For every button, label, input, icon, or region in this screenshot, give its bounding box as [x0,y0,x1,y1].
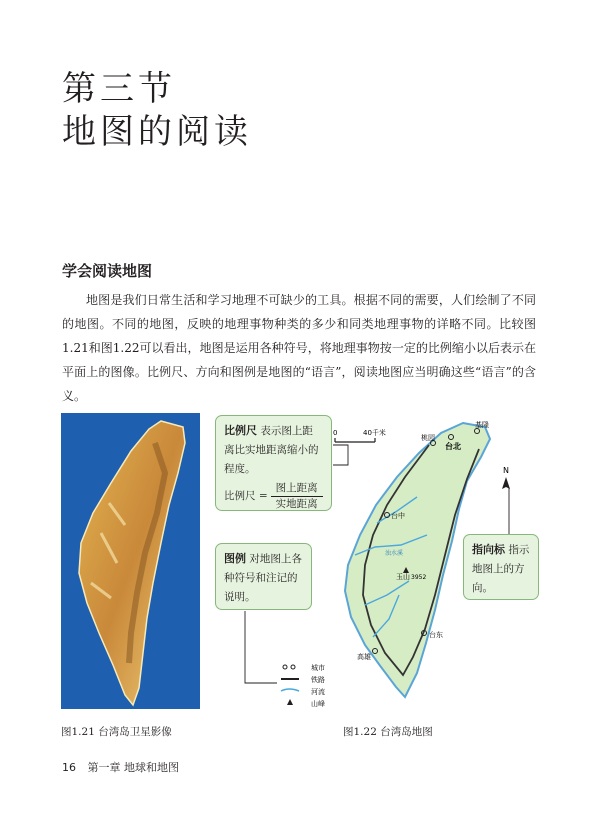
map-legend [281,663,325,708]
scale-callout-head: 比例尺 [224,424,257,437]
city-taipei: 台北 [445,442,461,451]
legend-callout [215,543,312,610]
figure-caption-2: 图1.22 台湾岛地图 [343,726,433,738]
legend-peak: 山峰 [311,700,325,708]
direction-callout-head: 指向标 [472,543,505,556]
scale-callout [215,415,332,511]
section-title-line2: 地图的阅读 [62,112,252,152]
city-jilong: 基隆 [475,421,489,429]
scale-numerator: 图上距离 [275,482,318,494]
direction-callout-text: 指示地图上的方向。 [472,544,530,594]
section-title-line1: 第三节 [62,69,176,109]
direction-callout [463,534,539,600]
legend-callout-head: 图例 [224,552,246,565]
body-paragraph: 地图是我们日常生活和学习地理不可缺少的工具。根据不同的需要，人们绘制了不同的地图。不同的地图，反映的地理事物种类的多少和同类地理事物的详略不同。比较图1.21和图1.22可以看出，地图是运用各种符号，将地理事物按一定的比例缩小以后表示在平面上的图像。比例尺、方向和图例是地图的“语言”，阅读地图应当明确这些“语言”的含义。 [62,293,536,403]
scale-formula-left: 比例尺 = [224,490,268,502]
scale-end-label: 40千米 [363,429,386,437]
legend-river: 河流 [311,688,325,696]
city-taoyuan: 桃园 [421,434,435,442]
page-number: 16 [62,761,76,774]
scale-callout-text: 表示图上距离比实地距离缩小的程度。 [224,425,319,475]
city-taidong: 台东 [429,631,443,639]
scale-zero-label: 0 [333,429,338,437]
scale-denominator: 实地距离 [275,498,318,510]
city-taizhong: 台中 [391,512,405,520]
peak-yushan: 玉山 [396,573,410,581]
subsection-heading: 学会阅读地图 [62,262,153,280]
legend-callout-text: 对地图上各种符号和注记的说明。 [224,553,302,603]
legend-railway: 铁路 [311,676,325,684]
satellite-image [61,413,200,709]
city-gaoxiong: 高雄 [357,653,371,661]
chapter-title: 第一章 地球和地图 [87,761,179,774]
page-footer [62,759,179,775]
legend-city: 城市 [311,664,325,672]
north-label: N [503,466,509,475]
north-arrow-icon [502,477,510,489]
figure-caption-1: 图1.21 台湾岛卫星影像 [61,726,172,738]
river-zhuoshui: 浊水溪 [385,550,404,557]
peak-elevation: 3952 [411,574,427,581]
